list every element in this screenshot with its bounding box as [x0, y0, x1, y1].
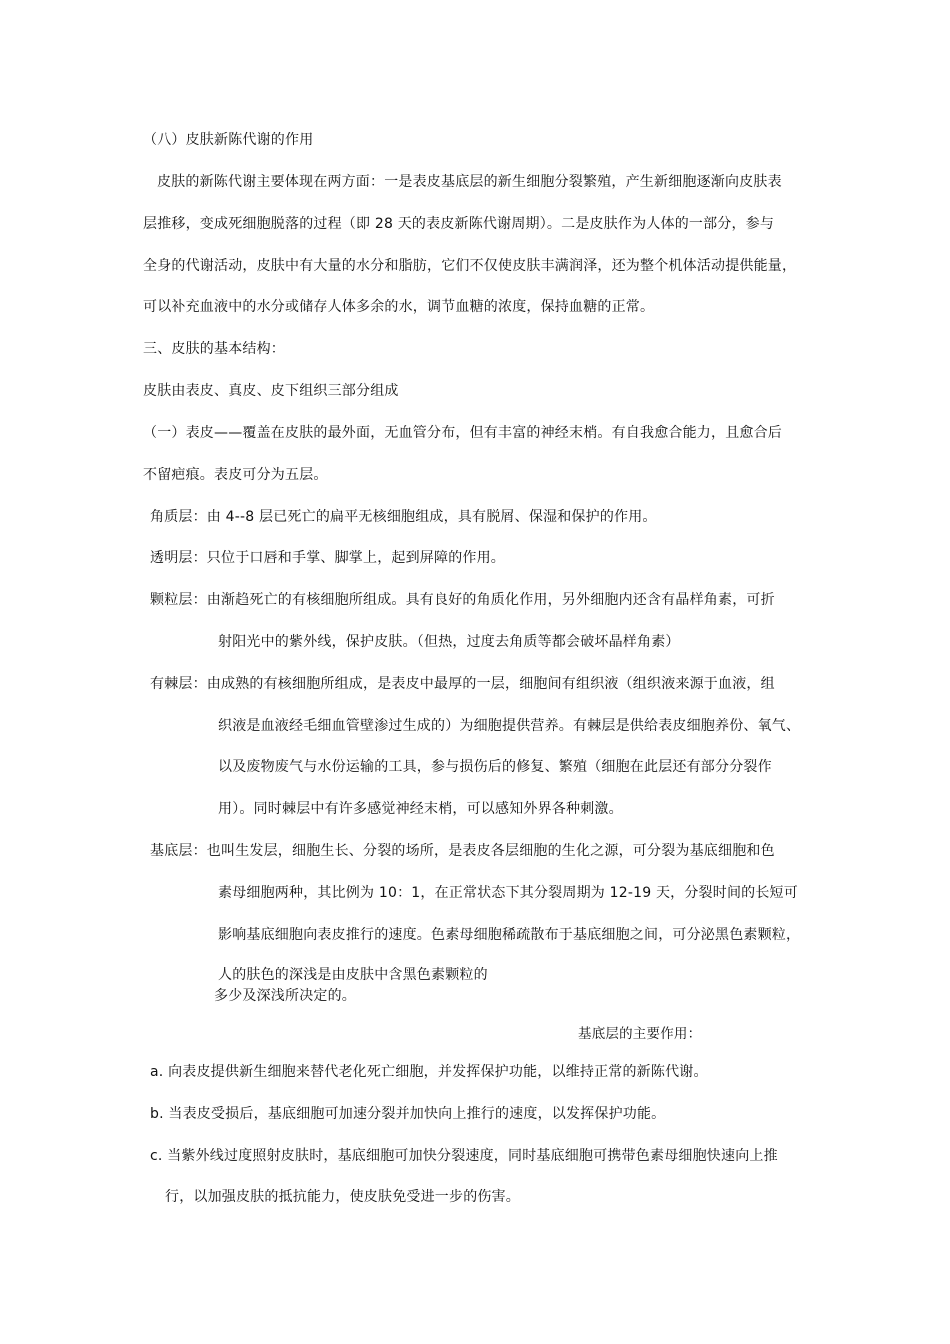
function-item-c-cont: 行，以加强皮肤的抵抗能力，使皮肤免受进一步的伤害。 — [165, 1189, 520, 1205]
layer-basale-cont: 影响基底细胞向表皮推行的速度。色素母细胞稀疏散布于基底细胞之间，可分泌黑色素颗粒， — [218, 927, 801, 943]
layer-spinosum-cont: 用）。同时棘层中有许多感觉神经末梢，可以感知外界各种刺激。 — [218, 801, 623, 817]
epidermis-line: （一）表皮——覆盖在皮肤的最外面，无血管分布，但有丰富的神经末梢。有自我愈合能力，且愈合后 — [143, 425, 782, 441]
section-heading-metabolism: （八）皮肤新陈代谢的作用 — [143, 132, 314, 148]
function-item-c: c. 当紫外线过度照射皮肤时，基底细胞可加快分裂速度，同时基底细胞可携带色素母细胞快速向上推 — [150, 1148, 778, 1164]
layer-granulosum: 颗粒层：由渐趋死亡的有核细胞所组成。具有良好的角质化作用，另外细胞内还含有晶样角素，可折 — [150, 592, 775, 608]
paragraph-line: 层推移，变成死细胞脱落的过程（即 28 天的表皮新陈代谢周期）。二是皮肤作为人体的一部分，参与 — [143, 216, 775, 232]
paragraph-line: 皮肤的新陈代谢主要体现在两方面：一是表皮基底层的新生细胞分裂繁殖，产生新细胞逐渐向皮肤表 — [157, 174, 782, 190]
layer-basale: 基底层：也叫生发层，细胞生长、分裂的场所，是表皮各层细胞的生化之源，可分裂为基底细胞和色 — [150, 843, 775, 859]
layer-lucidum: 透明层：只位于口唇和手掌、脚掌上，起到屏障的作用。 — [150, 550, 505, 566]
layer-spinosum: 有棘层：由成熟的有核细胞所组成，是表皮中最厚的一层，细胞间有组织液（组织液来源于血液，组 — [150, 676, 775, 692]
structure-intro: 皮肤由表皮、真皮、皮下组织三部分组成 — [143, 383, 399, 399]
layer-corneum: 角质层：由 4--8 层已死亡的扁平无核细胞组成，具有脱屑、保湿和保护的作用。 — [150, 509, 657, 525]
epidermis-line: 不留疤痕。表皮可分为五层。 — [143, 467, 328, 483]
paragraph-line: 可以补充血液中的水分或储存人体多余的水，调节血糖的浓度，保持血糖的正常。 — [143, 299, 655, 315]
section-heading-structure: 三、皮肤的基本结构： — [143, 341, 285, 357]
layer-spinosum-cont: 以及废物废气与水份运输的工具，参与损伤后的修复、繁殖（细胞在此层还有部分分裂作 — [218, 759, 772, 775]
paragraph-line: 全身的代谢活动，皮肤中有大量的水分和脂肪，它们不仅使皮肤丰满润泽，还为整个机体活动提供能量， — [143, 258, 797, 274]
layer-spinosum-cont: 织液是血液经毛细血管壁渗过生成的）为细胞提供营养。有棘层是供给表皮细胞养份、氧气、 — [218, 718, 801, 734]
basale-functions-heading: 基底层的主要作用： — [578, 1026, 702, 1042]
layer-basale-cont: 人的肤色的深浅是由皮肤中含黑色素颗粒的 — [218, 967, 488, 983]
function-item-b: b. 当表皮受损后，基底细胞可加速分裂并加快向上推行的速度，以发挥保护功能。 — [150, 1106, 666, 1122]
layer-basale-cont: 素母细胞两种，其比例为 10：1，在正常状态下其分裂周期为 12-19 天，分裂时间的长短可 — [218, 885, 798, 901]
layer-granulosum-cont: 射阳光中的紫外线，保护皮肤。（但热，过度去角质等都会破坏晶样角素） — [218, 634, 680, 650]
function-item-a: a. 向表皮提供新生细胞来替代老化死亡细胞，并发挥保护功能，以维持正常的新陈代谢。 — [150, 1064, 708, 1080]
layer-basale-cont: 多少及深浅所决定的。 — [214, 988, 356, 1004]
